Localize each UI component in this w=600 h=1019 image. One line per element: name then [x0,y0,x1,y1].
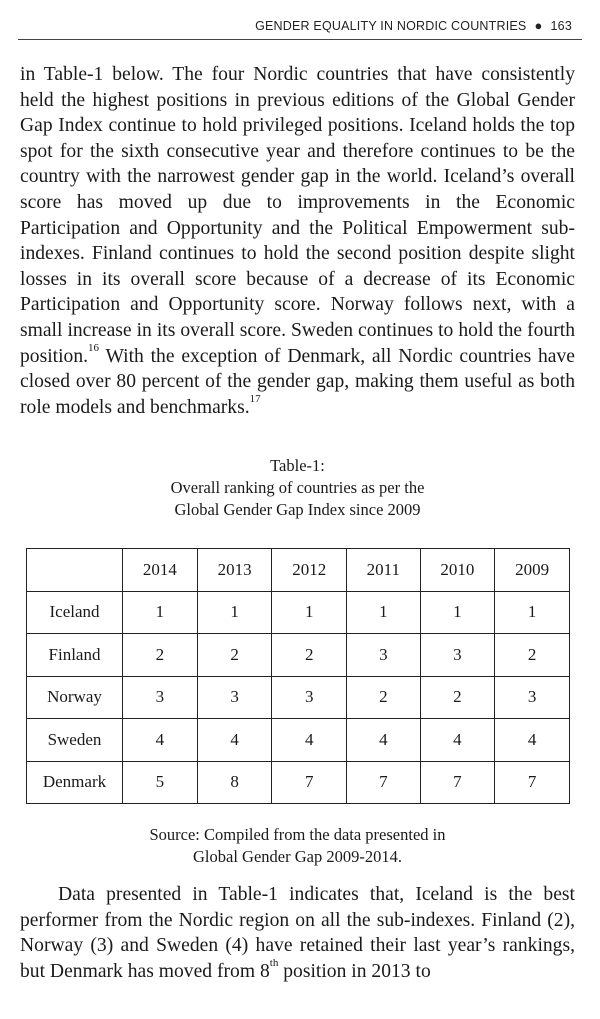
rank-cell: 8 [197,761,272,804]
year-header: 2013 [197,549,272,592]
table-header-row [27,549,570,592]
table-row [27,591,570,634]
source-note [20,824,575,868]
ordinal-superscript: th [269,957,279,970]
country-cell: Finland [27,634,123,677]
rank-cell: 4 [272,719,347,762]
paragraph-1-text-a: in Table-1 below. The four Nordic countries that have consistently held the highest positions in previous editions of the Global Gender Gap Index continue to hold privileged positions. Iceland holds the top spot for the sixth consecutive year and therefore continues to be the country with the narrowest gender gap in the world. Iceland’s overall score has moved up due to improvements in the Economic Participation and Opportunity and the Political Empowerment sub-indexes. Finland continues to hold the second position despite slight losses in its overall score because of a decrease of its Economic Participation and Opportunity score. Norway follows next, with a small increase in its overall score. Sweden continues to hold the fourth position. [20,64,575,367]
bullet-separator: ● [534,18,543,33]
rank-cell: 3 [495,676,570,719]
rank-cell: 2 [495,634,570,677]
rank-cell: 1 [495,591,570,634]
footnote-ref-16: 16 [88,342,100,354]
table-caption-line-1: Overall ranking of countries as per the [170,478,425,497]
rank-cell: 7 [272,761,347,804]
rank-cell: 2 [272,634,347,677]
rank-cell: 2 [123,634,198,677]
running-header [0,18,572,33]
year-header: 2010 [420,549,495,592]
rank-cell: 1 [347,591,420,634]
rank-cell: 7 [347,761,420,804]
year-header: 2014 [123,549,198,592]
source-line-2: Global Gender Gap 2009-2014. [193,847,402,866]
table-caption [20,455,575,521]
year-header: 2011 [347,549,420,592]
rank-cell: 4 [347,719,420,762]
rank-cell: 1 [123,591,198,634]
rank-cell: 3 [197,676,272,719]
country-cell: Sweden [27,719,123,762]
country-cell: Iceland [27,591,123,634]
source-line-1: Source: Compiled from the data presented in [149,825,446,844]
footnote-ref-17: 17 [249,393,261,406]
rank-cell: 5 [123,761,198,804]
rank-cell: 1 [197,591,272,634]
rank-cell: 1 [420,591,495,634]
rank-cell: 4 [495,719,570,762]
country-cell: Denmark [27,761,123,804]
rank-cell: 1 [272,591,347,634]
corner-cell [27,549,123,592]
table-label: Table-1: [270,456,325,475]
rank-cell: 4 [197,719,272,762]
table-row [27,761,570,804]
page-number: 163 [550,19,572,33]
rank-cell: 2 [347,676,420,719]
rank-cell: 3 [123,676,198,719]
paragraph-2-text-b: position in 2013 to [278,960,431,982]
year-header: 2009 [495,549,570,592]
rank-cell: 7 [495,761,570,804]
rank-cell: 7 [420,761,495,804]
rank-cell: 4 [420,719,495,762]
body-paragraph-1 [20,62,575,420]
rank-cell: 2 [197,634,272,677]
paragraph-1-text-b: With the exception of Denmark, all Nordic countries have closed over 80 percent of the gender gap, making them useful as both role models and benchmarks. [20,345,575,418]
rank-cell: 4 [123,719,198,762]
rank-cell: 2 [420,676,495,719]
body-paragraph-2 [20,882,575,984]
table-row [27,676,570,719]
year-header: 2012 [272,549,347,592]
header-rule [18,39,582,40]
table-caption-line-2: Global Gender Gap Index since 2009 [174,500,421,519]
country-cell: Norway [27,676,123,719]
table-row [27,634,570,677]
paragraph-2-text-a: Data presented in Table-1 indicates that, Iceland is the best performer from the Nordic region on all the sub-indexes. Finland (2), Norway (3) and Sweden (4) have retained their last year’s rankings, but Denmark has moved from 8 [20,884,575,982]
rank-cell: 3 [272,676,347,719]
rank-cell: 3 [420,634,495,677]
running-title: GENDER EQUALITY IN NORDIC COUNTRIES [255,19,527,33]
rank-cell: 3 [347,634,420,677]
table-row [27,719,570,762]
ranking-table [26,548,570,804]
